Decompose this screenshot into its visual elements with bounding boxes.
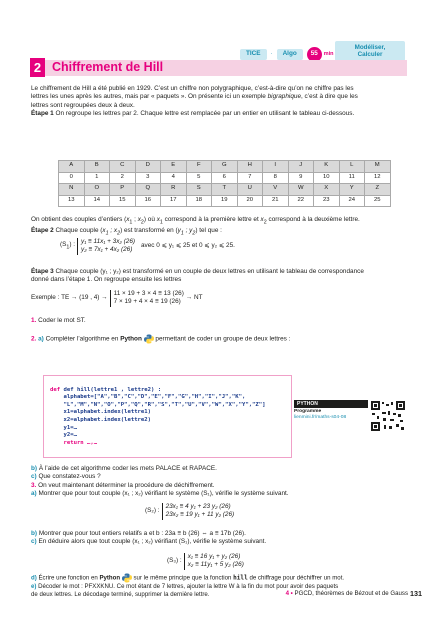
table-cell-letter: F — [186, 161, 212, 173]
question-3d — [31, 573, 408, 583]
system-s2-line-1: 23x₁ ≡ 4 y₁ + 23 y₂ (26) — [165, 503, 231, 510]
pairs-t6: 2 — [140, 219, 144, 226]
q1-number: 1. — [31, 317, 37, 324]
duration-unit: min — [323, 50, 334, 57]
table-cell-letter: J — [288, 161, 314, 173]
table-row-numbers-2 — [59, 195, 391, 207]
step1-text: On regroupe les lettres par 2. Chaque lettre est remplacée par un entier en utilisant le tableau ci-dessous. — [53, 110, 355, 118]
table-cell-letter: I — [263, 161, 289, 173]
table-cell-number: 19 — [212, 195, 238, 207]
q2a-label: a) — [36, 335, 44, 343]
pairs-t7: ) où — [143, 216, 157, 223]
table-cell-number: 5 — [186, 172, 212, 184]
table-cell-letter: M — [365, 161, 391, 173]
table-row-numbers-1 — [59, 172, 391, 184]
competences-badge — [335, 41, 405, 61]
python-code-block — [43, 375, 292, 458]
step1 — [31, 110, 408, 118]
example-system — [110, 290, 184, 307]
table-cell-number: 0 — [59, 172, 85, 184]
table-cell-number: 23 — [314, 195, 340, 207]
step3 — [31, 268, 408, 285]
intro-emphasis: bigraphique — [267, 93, 301, 101]
s1-name-a: (S — [60, 241, 67, 249]
pairs-t11: x — [260, 216, 264, 223]
example-line-2: 7 × 19 + 4 × 4 ≡ 19 (26) — [113, 298, 181, 306]
system-s2-line-2: 23x₂ ≡ 19 y₁ + 11 y₂ (26) — [165, 511, 235, 519]
step1-label: Étape 1 — [31, 110, 54, 118]
system-s3-lines — [184, 553, 244, 570]
table-cell-letter: D — [135, 161, 161, 173]
step3-text-1: Chaque couple (y₁ ; y₂) est transformé en un couple de deux lettres en utilisant le tableau de correspondance — [53, 268, 364, 275]
program-label: Programme — [294, 409, 322, 414]
table-cell-number: 3 — [135, 172, 161, 184]
system-s1-condition: avec 0 ⩽ y₁ ⩽ 25 et 0 ⩽ y₂ ⩽ 25. — [141, 242, 235, 250]
python-program-header — [294, 400, 368, 408]
q3c-label: c) — [31, 538, 37, 546]
table-cell-letter: H — [237, 161, 263, 173]
table-cell-number: 24 — [339, 195, 365, 207]
tag-separator: · — [270, 50, 273, 57]
intro-line-2 — [31, 93, 408, 101]
table-cell-letter: E — [161, 161, 187, 173]
pairs-t2: x — [126, 216, 130, 223]
step2 — [31, 227, 408, 237]
intro-text-end: , c’est à dire que les — [301, 93, 358, 101]
example-result: → NT — [185, 294, 203, 302]
question-1 — [31, 317, 408, 325]
table-row-letters-1 — [59, 161, 391, 173]
table-cell-letter: S — [186, 184, 212, 196]
q2-number: 2. — [31, 335, 37, 343]
step3-label: Étape 3 — [31, 268, 54, 275]
table-cell-number: 22 — [288, 195, 314, 207]
table-cell-letter: U — [237, 184, 263, 196]
step2-label: Étape 2 — [31, 227, 54, 234]
step2-text-b: ) est transformé en ( — [120, 227, 178, 234]
q2b-label: b) — [31, 465, 38, 472]
pairs-t9: 1 — [159, 219, 163, 226]
system-s3-line-2: x₂ ≡ 11y₁ + 5 y₂ (26) — [187, 561, 244, 569]
system-s2-lines — [162, 503, 235, 520]
code-line-def: def def hill(lettre1 , lettre2) : — [50, 386, 162, 393]
question-3c — [31, 538, 408, 546]
program-link[interactable]: lienmini.fr/maths-s04-08 — [294, 415, 347, 421]
qr-code-icon[interactable] — [370, 400, 406, 432]
table-cell-letter: T — [212, 184, 238, 196]
pairs-t8: x — [156, 216, 160, 223]
table-cell-number: 15 — [110, 195, 136, 207]
step2-text-c: ) tel que : — [195, 227, 222, 234]
step3-line-1 — [31, 268, 408, 276]
footer-bullet: • — [288, 590, 295, 597]
pairs-t4: ; — [132, 216, 138, 223]
python-program-label — [294, 409, 368, 422]
q3b-text: Montrer que pour tout entiers relatifs a et b : 23a ≡ b (26) ⇔ a ≡ 17b (26). — [37, 530, 246, 537]
q3d-function-name: hill — [233, 574, 248, 582]
q2a-text-b: permettant de coder un groupe de deux lettres : — [155, 335, 291, 343]
pairs-t12: 2 — [263, 219, 267, 226]
table-cell-number: 7 — [237, 172, 263, 184]
table-cell-letter: W — [288, 184, 314, 196]
table-cell-letter: Y — [339, 184, 365, 196]
footer-chapter: 4 — [285, 590, 289, 597]
question-2b — [31, 465, 408, 473]
table-cell-letter: X — [314, 184, 340, 196]
table-cell-letter: G — [212, 161, 238, 173]
intro-line-3: lettres sont regroupées deux à deux. — [31, 101, 135, 109]
python-header-label: PYTHON — [297, 400, 318, 407]
example — [31, 290, 203, 307]
question-2a — [31, 334, 408, 344]
q3-text: On veut maintenant déterminer la procédure de déchiffrement. — [36, 481, 215, 489]
code-line-5: y1=… — [50, 424, 77, 431]
questions-3b-3c — [31, 530, 408, 547]
q3d-text-c: de chiffrage pour déchiffrer un mot. — [247, 574, 345, 582]
q3d-text-b: sur le même principe que la fonction — [131, 574, 234, 582]
table-cell-number: 16 — [135, 195, 161, 207]
table-cell-number: 14 — [84, 195, 110, 207]
tag-algo: Algo — [277, 49, 303, 59]
step2-y-pair: $y_1$ ; $y_2$ — [177, 227, 196, 237]
alphabet-table — [58, 160, 391, 207]
system-s3-line-1: x₁ ≡ 16 y₁ + y₂ (26) — [187, 553, 241, 560]
q2c-label: c) — [31, 473, 37, 481]
pairs-sentence — [31, 216, 408, 226]
footer-chapter-title: PGCD, théorèmes de Bézout et de Gauss — [294, 590, 408, 597]
python-logo-icon — [144, 334, 154, 344]
table-cell-number: 13 — [59, 195, 85, 207]
q3a-label: a) — [31, 490, 37, 498]
table-cell-letter: R — [161, 184, 187, 196]
q3e-text-1: Décoder le mot : PFXXKNU. Ce mot étant de 7 lettres, ajouter la lettre W à la fin du mot pour avoir des paquets — [36, 583, 339, 590]
q3e-text-2: de deux lettres. Le décodage terminé, supprimer la dernière lettre. — [31, 591, 210, 599]
table-cell-letter: V — [263, 184, 289, 196]
q3d-label: d) — [31, 574, 37, 582]
table-cell-number: 1 — [84, 172, 110, 184]
code-line-1: alphabet=["A","B","C","D","E","F","G","H","I","J","K", — [50, 394, 246, 401]
table-cell-number: 20 — [237, 195, 263, 207]
table-cell-number: 6 — [212, 172, 238, 184]
system-s1-line-2: y₂ ≡ 7x₁ + 4x₂ (26) — [81, 246, 133, 254]
table-cell-number: 4 — [161, 172, 187, 184]
step2-x-pair: $x_1$ ; $x_2$ — [102, 227, 121, 237]
table-cell-letter: B — [84, 161, 110, 173]
system-s2-name: (S₂) : — [145, 507, 160, 515]
system-s3-name: (S₃) : — [167, 557, 182, 565]
code-line-3: x1=alphabet.index(lettre1) — [50, 409, 152, 416]
q3d-text-a: Écrire une fonction en — [36, 574, 100, 582]
q3b-label: b) — [31, 530, 38, 537]
questions-2b-3a — [31, 465, 408, 499]
table-cell-letter: K — [314, 161, 340, 173]
question-3b — [31, 530, 408, 538]
q2c-text: Que constatez-vous ? — [36, 473, 101, 481]
code-line-7: return …,… — [50, 439, 98, 446]
python-logo-icon — [122, 573, 132, 583]
s1-name-end: ) : — [69, 241, 76, 249]
code-line-0: def hill(lettre1 , lettre2) : — [63, 386, 162, 393]
table-cell-number: 25 — [365, 195, 391, 207]
page-footer — [232, 590, 408, 598]
example-label: Exemple : TE → (19 , 4) → — [31, 294, 108, 302]
table-cell-letter: P — [110, 184, 136, 196]
table-cell-letter: Q — [135, 184, 161, 196]
code-line-4: x2=alphabet.index(lettre2) — [50, 416, 152, 423]
tag-tice: TICE — [240, 49, 267, 59]
table-cell-number: 9 — [288, 172, 314, 184]
step2-text-a: Chaque couple ( — [53, 227, 103, 234]
q2b-text: À l’aide de cet algorithme coder les mets PALACE et RAPACE. — [37, 465, 217, 472]
code-line-2: "L","M","N","O","P","Q","R","S","T","U","V","W","X","Y","Z"] — [50, 401, 266, 408]
question-3a — [31, 490, 408, 498]
table-cell-letter: A — [59, 161, 85, 173]
question-2c — [31, 473, 408, 481]
competence-1: Modéliser, — [354, 44, 386, 51]
example-line-1: 11 × 19 + 3 × 4 ≡ 13 (26) — [113, 290, 184, 297]
table-cell-letter: Z — [365, 184, 391, 196]
exercise-title: Chiffrement de Hill — [52, 60, 164, 74]
pairs-t10: correspond à la première lettre et — [162, 216, 261, 223]
q3c-text: En déduire alors que tout couple (x₁ ; x₂) vérifiant (S₁), vérifie le système suivant. — [36, 538, 267, 546]
pairs-t3: 1 — [129, 219, 133, 226]
pairs-t5: x — [137, 216, 141, 223]
page-number: 131 — [410, 589, 422, 598]
competence-2: Calculer — [357, 51, 383, 59]
table-cell-number: 11 — [339, 172, 365, 184]
intro-line-1: Le chiffrement de Hill a été publié en 1929. C’est un chiffre non polygraphique, c’est-à-dire qu’on ne chiffre pas les — [31, 85, 354, 92]
system-s1-line-1: y₁ ≡ 11x₁ + 3x₂ (26) — [81, 238, 135, 245]
table-cell-letter: C — [110, 161, 136, 173]
code-line-6: y2=… — [50, 432, 77, 439]
table-cell-number: 17 — [161, 195, 187, 207]
pairs-t1: On obtient des couples d’entiers ( — [31, 216, 127, 223]
pairs-t13: correspond à la deuxième lettre. — [266, 216, 360, 223]
q3d-python: Python — [99, 574, 121, 582]
exercise-number: 2 — [30, 58, 45, 77]
q1-text: Coder le mot ST. — [36, 317, 86, 324]
system-s3 — [167, 553, 244, 570]
step3-text-2: donné dans l’étape 1. On regroupe ensuite les lettres — [31, 276, 182, 284]
q2a-text-a: Compléter l’algorithme en — [43, 335, 121, 343]
table-cell-number: 18 — [186, 195, 212, 207]
q3e-label: e) — [31, 583, 37, 590]
table-row-letters-2 — [59, 184, 391, 196]
table-cell-number: 12 — [365, 172, 391, 184]
table-cell-number: 10 — [314, 172, 340, 184]
table-cell-number: 2 — [110, 172, 136, 184]
table-cell-number: 21 — [263, 195, 289, 207]
s1-name-sub: 1 — [66, 244, 70, 251]
table-cell-number: 8 — [263, 172, 289, 184]
table-cell-letter: O — [84, 184, 110, 196]
q3a-text: Montrer que pour tout couple (x₁ ; x₂) vérifiant le système (S₁), vérifie le système suivant. — [36, 490, 289, 498]
system-s1 — [60, 238, 235, 255]
intro-text: lettres les unes après les autres, mais par « paquets ». On présente ici un exemple — [31, 93, 268, 101]
question-3 — [31, 482, 408, 490]
q3-number: 3. — [31, 481, 37, 489]
table-cell-letter: N — [59, 184, 85, 196]
table-cell-letter: L — [339, 161, 365, 173]
q2a-python: Python — [120, 335, 142, 343]
system-s1-name — [60, 241, 75, 251]
intro-paragraph — [31, 85, 408, 119]
system-s1-lines — [77, 238, 135, 255]
system-s2 — [145, 503, 234, 520]
duration-minutes: 55 — [310, 50, 318, 58]
